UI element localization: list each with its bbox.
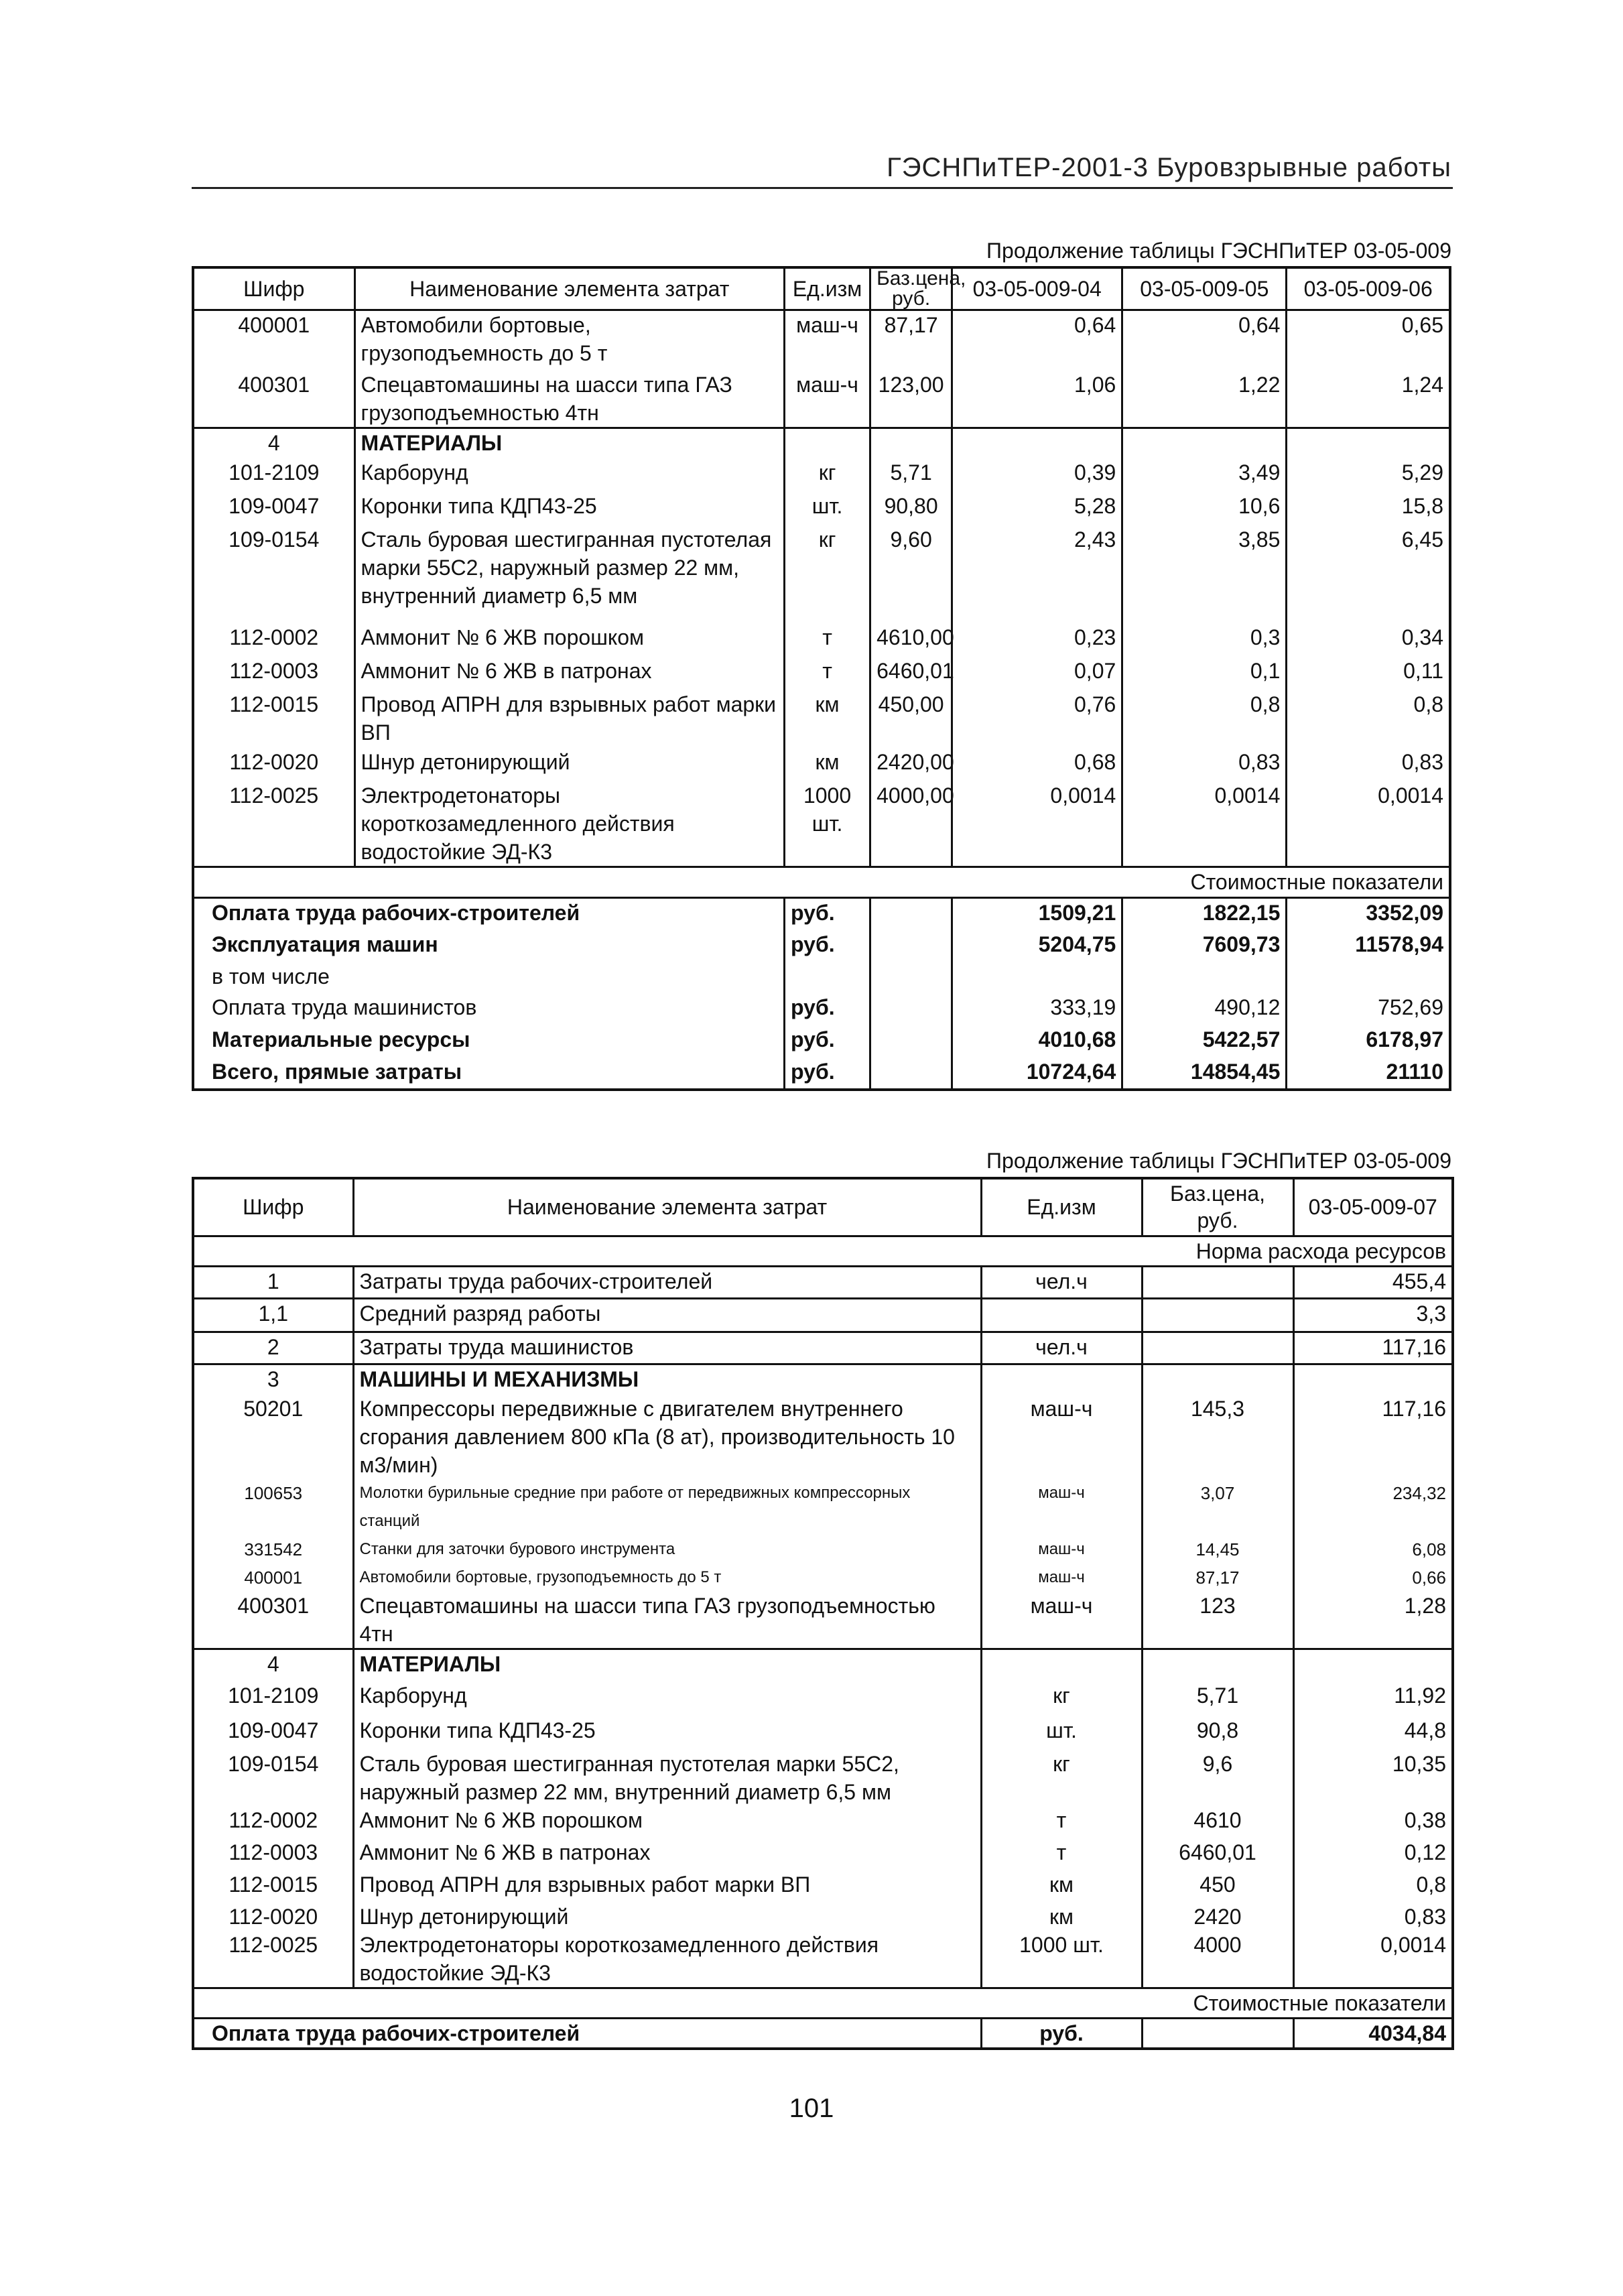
norm-value: 0,8 [1287,690,1450,748]
norm-value: 455,4 [1293,1266,1453,1298]
resource-price: 6460,01 [1142,1838,1293,1870]
column-header-code: Шифр [193,1178,353,1236]
norm-value: 0,76 [952,690,1122,748]
cost-unit: руб. [785,898,870,930]
table-row [193,1649,1453,1681]
resource-price [1142,1649,1293,1681]
norm-value [1122,428,1287,458]
resource-unit: кг [981,1681,1142,1716]
resource-name: Станки для заточки бурового инструмента [353,1535,981,1564]
cost-unit: руб. [981,2018,1142,2049]
norm-value: 5,29 [1287,458,1450,492]
resource-name: МАШИНЫ И МЕХАНИЗМЫ [353,1364,981,1395]
table-row [193,1535,1453,1564]
norm-value: 0,3 [1122,623,1287,657]
column-header-norm: 03-05-009-07 [1293,1178,1453,1236]
resource-code: 109-0154 [193,525,354,623]
resource-code: 1,1 [193,1298,353,1332]
resource-unit: маш-ч [785,310,870,371]
resource-name: Провод АПРН для взрывных работ марки ВП [353,1870,981,1903]
resource-code: 4 [193,1649,353,1681]
resource-price: 6460,01 [870,657,952,690]
resource-price: 2420,00 [870,748,952,781]
resource-code: 331542 [193,1535,353,1564]
resource-unit: маш-ч [981,1592,1142,1649]
resource-price: 14,45 [1142,1535,1293,1564]
resource-name: МАТЕРИАЛЫ [354,428,784,458]
norm-value: 117,16 [1293,1395,1453,1479]
table-row [193,657,1450,690]
norm-value [952,428,1122,458]
resource-price: 4610 [1142,1806,1293,1838]
table1-caption: Продолжение таблицы ГЭСНПиТЕР 03-05-009 [986,239,1451,263]
cost-name: Оплата труда рабочих-строителей [193,898,785,930]
resource-price: 87,17 [1142,1564,1293,1592]
norm-value: 0,0014 [952,781,1122,867]
header-rule [192,187,1453,189]
resource-unit: кг [981,1750,1142,1806]
resource-code: 112-0015 [193,1870,353,1903]
section-heading-row [193,1988,1453,2018]
norm-value: 3,3 [1293,1298,1453,1332]
resource-name: Аммонит № 6 ЖВ порошком [353,1806,981,1838]
norm-value: 15,8 [1287,492,1450,525]
resource-table-1 [192,266,1451,1091]
resource-name: Карборунд [354,458,784,492]
table-header-row [193,267,1450,310]
cost-row [193,2018,1453,2049]
norm-value: 0,38 [1293,1806,1453,1838]
table-row [193,1806,1453,1838]
resource-name: Спецавтомашины на шасси типа ГАЗ грузоподъемностью 4тн [354,371,784,428]
cost-value: 4010,68 [952,1025,1122,1058]
resource-unit: т [981,1806,1142,1838]
resource-code: 112-0025 [193,781,354,867]
resource-code: 112-0025 [193,1931,353,1988]
resource-unit: шт. [785,492,870,525]
norm-value: 0,83 [1122,748,1287,781]
resource-code: 400301 [193,371,354,428]
table-row [193,1395,1453,1479]
resource-code: 112-0002 [193,1806,353,1838]
norm-value: 1,28 [1293,1592,1453,1649]
resource-price [1142,1332,1293,1364]
resource-name: Электродетонаторы короткозамедленного действия водостойкие ЭД-К3 [353,1931,981,1988]
resource-unit: км [785,690,870,748]
resource-code: 50201 [193,1395,353,1479]
resource-unit [981,1364,1142,1395]
resource-price [1142,1298,1293,1332]
cost-name: Эксплуатация машин [193,930,785,962]
resource-code: 112-0020 [193,1903,353,1931]
resource-name: Молотки бурильные средние при работе от передвижных компрессорных станций [353,1479,981,1535]
norm-value: 0,07 [952,657,1122,690]
resource-price: 3,07 [1142,1479,1293,1535]
resource-table-2 [192,1177,1454,2050]
resource-name: Аммонит № 6 ЖВ в патронах [353,1838,981,1870]
cost-value: 10724,64 [952,1058,1122,1090]
resource-code: 400301 [193,1592,353,1649]
norm-value: 44,8 [1293,1716,1453,1750]
table-row [193,525,1450,623]
resource-price: 145,3 [1142,1395,1293,1479]
resource-unit: кг [785,525,870,623]
norm-value: 0,11 [1287,657,1450,690]
resource-name: Сталь буровая шестигранная пустотелая марки 55С2, наружный размер 22 мм, внутренний диаметр 6,5 мм [353,1750,981,1806]
resource-price: 5,71 [1142,1681,1293,1716]
column-header-price: Баз.цена, руб. [870,267,952,310]
cost-name: Всего, прямые затраты [193,1058,785,1090]
resource-unit: км [981,1870,1142,1903]
resource-name: Затраты труда рабочих-строителей [353,1266,981,1298]
resource-price: 450,00 [870,690,952,748]
norm-value: 234,32 [1293,1479,1453,1535]
table2-body [193,1236,1453,2049]
table-row [193,1681,1453,1716]
norm-value: 10,35 [1293,1750,1453,1806]
resource-code: 112-0003 [193,1838,353,1870]
table-row [193,1903,1453,1931]
resource-unit: маш-ч [981,1395,1142,1479]
resource-name: Шнур детонирующий [353,1903,981,1931]
table-row [193,1479,1453,1535]
resource-code: 3 [193,1364,353,1395]
cost-value: 5422,57 [1122,1025,1287,1058]
table-row [193,1592,1453,1649]
section-heading-row [193,867,1450,898]
norm-value: 0,1 [1122,657,1287,690]
resource-code: 100653 [193,1479,353,1535]
resource-price: 9,6 [1142,1750,1293,1806]
resource-price: 123 [1142,1592,1293,1649]
cost-value: 7609,73 [1122,930,1287,962]
norm-value: 6,08 [1293,1535,1453,1564]
cost-value: 3352,09 [1287,898,1450,930]
cost-row [193,993,1450,1025]
section-heading-costs: Стоимостные показатели [193,867,1450,898]
resource-price: 90,80 [870,492,952,525]
resource-name: Карборунд [353,1681,981,1716]
table-row [193,428,1450,458]
resource-code: 112-0003 [193,657,354,690]
norm-value: 0,8 [1293,1870,1453,1903]
table-row [193,690,1450,748]
resource-price: 4610,00 [870,623,952,657]
resource-unit: т [785,657,870,690]
norm-value: 3,85 [1122,525,1287,623]
resource-code: 109-0047 [193,492,354,525]
resource-unit: 1000 шт. [981,1931,1142,1988]
norm-value: 2,43 [952,525,1122,623]
cost-value: 752,69 [1287,993,1450,1025]
table-row [193,623,1450,657]
resource-code: 4 [193,428,354,458]
cost-value: 21110 [1287,1058,1450,1090]
column-header-norm: 03-05-009-06 [1287,267,1450,310]
resource-code: 1 [193,1266,353,1298]
table-row [193,748,1450,781]
cost-name: Оплата труда машинистов [193,993,785,1025]
resource-code: 112-0015 [193,690,354,748]
norm-value: 11,92 [1293,1681,1453,1716]
resource-name: Электродетонаторы короткозамедленного действия водостойкие ЭД-К3 [354,781,784,867]
table-row [193,1716,1453,1750]
norm-value: 0,0014 [1293,1931,1453,1988]
resource-name: Аммонит № 6 ЖВ в патронах [354,657,784,690]
resource-price: 4000 [1142,1931,1293,1988]
empty-cell [870,898,952,930]
resource-name: Коронки типа КДП43-25 [353,1716,981,1750]
resource-code: 112-0020 [193,748,354,781]
cost-row [193,1058,1450,1090]
table-row [193,458,1450,492]
column-header-norm: 03-05-009-05 [1122,267,1287,310]
resource-unit: кг [785,458,870,492]
resource-name: Сталь буровая шестигранная пустотелая марки 55С2, наружный размер 22 мм, внутренний диаметр 6,5 мм [354,525,784,623]
resource-code: 101-2109 [193,1681,353,1716]
norm-value: 0,0014 [1287,781,1450,867]
cost-value [1122,962,1287,993]
table-row [193,1838,1453,1870]
cost-value: 6178,97 [1287,1025,1450,1058]
resource-price: 4000,00 [870,781,952,867]
column-header-price: Баз.цена, руб. [1142,1178,1293,1236]
cost-value [952,962,1122,993]
cost-row [193,962,1450,993]
norm-value: 6,45 [1287,525,1450,623]
resource-price: 2420 [1142,1903,1293,1931]
resource-name: МАТЕРИАЛЫ [353,1649,981,1681]
column-header-unit: Ед.изм [981,1178,1142,1236]
norm-value: 1,06 [952,371,1122,428]
resource-unit: чел.ч [981,1332,1142,1364]
norm-value: 1,24 [1287,371,1450,428]
norm-value: 0,39 [952,458,1122,492]
norm-value: 0,64 [952,310,1122,371]
column-header-name: Наименование элемента затрат [354,267,784,310]
norm-value: 3,49 [1122,458,1287,492]
cost-value: 11578,94 [1287,930,1450,962]
empty-cell [1142,2018,1293,2049]
cost-value: 5204,75 [952,930,1122,962]
resource-price [870,428,952,458]
table-row [193,1266,1453,1298]
resource-name: Автомобили бортовые, грузоподъемность до 5 т [354,310,784,371]
norm-value: 5,28 [952,492,1122,525]
table-header-row [193,1178,1453,1236]
empty-cell [870,962,952,993]
cost-value: 4034,84 [1293,2018,1453,2049]
cost-name: Оплата труда рабочих-строителей [193,2018,981,2049]
table-row [193,1870,1453,1903]
page-number: 101 [789,2094,834,2123]
resource-code: 109-0154 [193,1750,353,1806]
resource-unit [785,428,870,458]
norm-value: 1,22 [1122,371,1287,428]
resource-unit: маш-ч [981,1479,1142,1535]
section-heading-row [193,1236,1453,1266]
table-row [193,1332,1453,1364]
resource-name: Аммонит № 6 ЖВ порошком [354,623,784,657]
resource-name: Средний разряд работы [353,1298,981,1332]
resource-unit [981,1298,1142,1332]
running-header: ГЭСНПиТЕР-2001-3 Буровзрывные работы [887,153,1451,182]
resource-name: Затраты труда машинистов [353,1332,981,1364]
cost-unit: руб. [785,930,870,962]
resource-unit: маш-ч [785,371,870,428]
resource-code: 400001 [193,310,354,371]
norm-value: 0,23 [952,623,1122,657]
resource-name: Компрессоры передвижные с двигателем внутреннего сгорания давлением 800 кПа (8 ат), производительность 10 м3/мин) [353,1395,981,1479]
resource-name: Шнур детонирующий [354,748,784,781]
resource-price [1142,1364,1293,1395]
column-header-name: Наименование элемента затрат [353,1178,981,1236]
column-header-norm: 03-05-009-04 [952,267,1122,310]
cost-row [193,930,1450,962]
empty-cell [870,1025,952,1058]
resource-unit [981,1649,1142,1681]
cost-value: 1509,21 [952,898,1122,930]
table1-body [193,310,1450,1090]
resource-unit: шт. [981,1716,1142,1750]
norm-value [1293,1364,1453,1395]
norm-value [1287,428,1450,458]
norm-value: 0,0014 [1122,781,1287,867]
norm-value [1293,1649,1453,1681]
cost-unit: руб. [785,1058,870,1090]
empty-cell [870,930,952,962]
norm-value: 0,66 [1293,1564,1453,1592]
column-header-unit: Ед.изм [785,267,870,310]
resource-unit: км [981,1903,1142,1931]
resource-price: 87,17 [870,310,952,371]
cost-value [1287,962,1450,993]
cost-value: 490,12 [1122,993,1287,1025]
resource-name: Автомобили бортовые, грузоподъемность до 5 т [353,1564,981,1592]
norm-value: 0,65 [1287,310,1450,371]
norm-value: 0,34 [1287,623,1450,657]
column-header-code: Шифр [193,267,354,310]
resource-unit: км [785,748,870,781]
norm-value: 10,6 [1122,492,1287,525]
empty-cell [870,993,952,1025]
resource-unit: 1000 шт. [785,781,870,867]
resource-unit: т [785,623,870,657]
resource-price: 9,60 [870,525,952,623]
resource-unit: т [981,1838,1142,1870]
resource-price: 5,71 [870,458,952,492]
section-heading-costs: Стоимостные показатели [193,1988,1453,2018]
resource-name: Спецавтомашины на шасси типа ГАЗ грузоподъемностью 4тн [353,1592,981,1649]
table-row [193,371,1450,428]
table-row [193,492,1450,525]
resource-name: Провод АПРН для взрывных работ марки ВП [354,690,784,748]
table-row [193,781,1450,867]
resource-price: 90,8 [1142,1716,1293,1750]
cost-unit: руб. [785,993,870,1025]
table-row [193,1564,1453,1592]
table-row [193,310,1450,371]
resource-code: 101-2109 [193,458,354,492]
cost-name: Материальные ресурсы [193,1025,785,1058]
norm-value: 0,8 [1122,690,1287,748]
norm-value: 0,83 [1293,1903,1453,1931]
cost-row [193,898,1450,930]
resource-unit: чел.ч [981,1266,1142,1298]
resource-price [1142,1266,1293,1298]
resource-price: 123,00 [870,371,952,428]
table-row [193,1931,1453,1988]
section-heading-norms: Норма расхода ресурсов [193,1236,1453,1266]
norm-value: 0,12 [1293,1838,1453,1870]
cost-unit [785,962,870,993]
resource-code: 2 [193,1332,353,1364]
cost-value: 333,19 [952,993,1122,1025]
table2-caption: Продолжение таблицы ГЭСНПиТЕР 03-05-009 [986,1149,1451,1173]
norm-value: 0,68 [952,748,1122,781]
resource-code: 112-0002 [193,623,354,657]
cost-row [193,1025,1450,1058]
norm-value: 0,83 [1287,748,1450,781]
resource-code: 109-0047 [193,1716,353,1750]
resource-unit: маш-ч [981,1564,1142,1592]
table-row [193,1364,1453,1395]
cost-name: в том числе [193,962,785,993]
norm-value: 0,64 [1122,310,1287,371]
cost-unit: руб. [785,1025,870,1058]
norm-value: 117,16 [1293,1332,1453,1364]
resource-unit: маш-ч [981,1535,1142,1564]
empty-cell [870,1058,952,1090]
cost-value: 14854,45 [1122,1058,1287,1090]
resource-code: 400001 [193,1564,353,1592]
table-row [193,1298,1453,1332]
table-row [193,1750,1453,1806]
resource-name: Коронки типа КДП43-25 [354,492,784,525]
cost-value: 1822,15 [1122,898,1287,930]
resource-price: 450 [1142,1870,1293,1903]
